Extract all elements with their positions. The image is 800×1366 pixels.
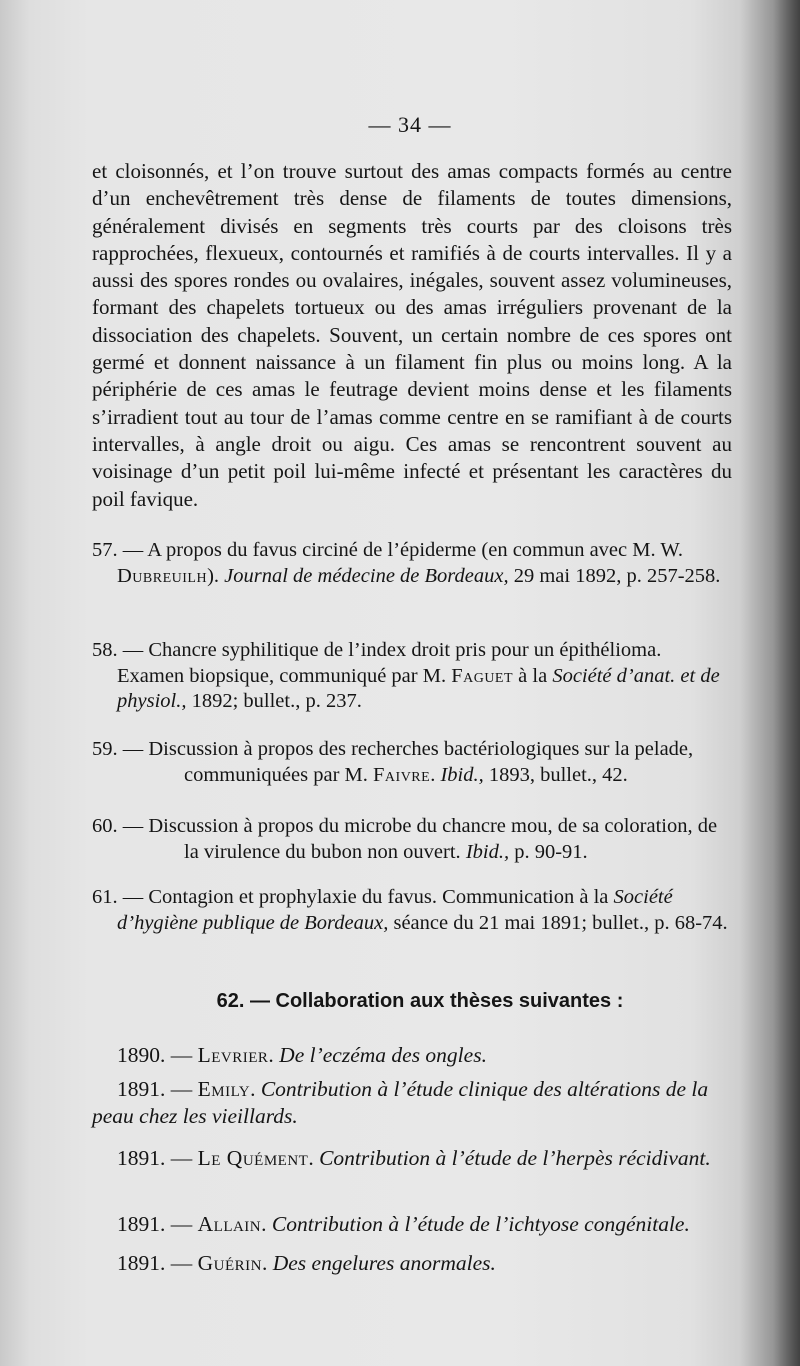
thesis-year: 1891. xyxy=(117,1251,166,1275)
thesis-entry: 1890. — Levrier. De l’eczéma des ongles. xyxy=(117,1043,487,1067)
thesis-title: Contribution à l’étude de l’ichtyose congénitale. xyxy=(271,1212,690,1236)
entry-text: ). xyxy=(207,564,225,587)
entry-text: 1892; bullet., p. 237. xyxy=(186,690,362,712)
thesis-author: Allain xyxy=(197,1212,262,1236)
entry-journal: Société d’hygiène publique de Bordeaux, xyxy=(117,886,673,934)
body-paragraph: et cloisonnés, et l’on trouve surtout des amas compacts formés au centre d’un enchevêtrement très dense de filaments de toutes dimensions, généralement divisés en segments très courts par des cloisons très rapprochées, flexueux, contournés et ramifiés à de courts intervalles. Il y a aussi des spores rondes ou ovalaires, inégales, souvent assez volumineuses, formant des chapelets tortueux ou des amas irréguliers provenant de la dissociation des chapelets. Souvent, un certain nombre de ces spores ont germé et donnent naissance à un filament fin plus ou moins long. A la périphérie de ces amas le feutrage devient moins dense et les filaments s’irradient tout au tour de l’amas comme centre en se ramifiant à de courts intervalles, à angle droit ou aigu. Ces amas se rencontrent souvent au voisinage d’un petit poil lui-même infecté et présentant les caractères du poil favique. xyxy=(92,159,732,511)
entry-text: p. 90-91. xyxy=(509,840,588,863)
thesis-author: Le Quément xyxy=(197,1146,309,1170)
entry-number: 57. — xyxy=(92,539,144,561)
entry-number: 58. — xyxy=(92,639,144,661)
thesis-dash: — xyxy=(165,1146,198,1170)
thesis-dash: — xyxy=(165,1251,198,1275)
thesis-year: 1891. xyxy=(117,1212,166,1236)
thesis-dash: — xyxy=(165,1043,198,1067)
entry-author: Dubreuilh xyxy=(117,564,208,587)
thesis-title: De l’eczéma des ongles. xyxy=(279,1043,487,1067)
entry-text: 1893, bullet., 42. xyxy=(483,763,628,786)
page-spine-shadow xyxy=(740,0,800,1366)
page-number: — 34 — xyxy=(368,112,452,137)
thesis-dash: — xyxy=(165,1212,198,1236)
bibliography-entry-61 xyxy=(92,885,732,936)
thesis-year: 1891. xyxy=(117,1146,166,1170)
entry-text: 29 mai 1892, p. 257-258. xyxy=(508,564,721,587)
thesis-entry: 1891. — Emily. Contribution à l’étude clinique des altérations de la peau chez les vieillards. xyxy=(92,1077,709,1128)
thesis-author: Emily xyxy=(197,1077,251,1101)
entry-text: séance du 21 mai 1891; bullet., p. 68-74. xyxy=(388,911,728,934)
entry-number: 60. — xyxy=(92,815,144,837)
entry-number: 59. — xyxy=(92,738,144,760)
thesis-title: Contribution à l’étude clinique des altérations de la peau chez les vieillards. xyxy=(92,1077,709,1128)
thesis-year: 1891. xyxy=(117,1077,166,1101)
entry-journal: Société d’anat. et de physiol., xyxy=(117,664,720,712)
entry-text: à la xyxy=(513,664,553,687)
bibliography-entry-60 xyxy=(92,814,732,865)
entry-text: Chancre syphilitique de l’index droit pris pour un épithélioma. Examen biopsique, communiqué par M. xyxy=(117,639,662,687)
entry-text: . xyxy=(430,763,441,786)
thesis-entry: 1891. — Allain. Contribution à l’étude de l’ichtyose congénitale. xyxy=(117,1212,690,1236)
bibliography-entry-59 xyxy=(92,737,732,788)
entry-author: Faivre xyxy=(373,763,431,786)
entry-text: Discussion à propos du microbe du chancre mou, de sa coloration, de la virulence du bubon non ouvert. xyxy=(148,815,718,863)
thesis-year: 1890. xyxy=(117,1043,166,1067)
entry-journal: Ibid., xyxy=(465,840,510,863)
thesis-entry: 1891. — Le Quément. Contribution à l’étude de l’herpès récidivant. xyxy=(117,1146,711,1170)
entry-text: Contagion et prophylaxie du favus. Communication à la xyxy=(148,886,614,908)
bibliography-entry-57 xyxy=(92,538,732,589)
entry-text: A propos du favus circiné de l’épiderme (en commun avec M. W. xyxy=(147,539,683,561)
thesis-entry: 1891. — Guérin. Des engelures anormales. xyxy=(117,1251,496,1275)
entry-number: 61. — xyxy=(92,886,144,908)
entry-journal: Ibid., xyxy=(440,763,484,786)
entry-text: Discussion à propos des recherches bactériologiques sur la pelade, communiquées par M. xyxy=(148,738,694,786)
thesis-dash: — xyxy=(165,1077,198,1101)
thesis-title: Contribution à l’étude de l’herpès récidivant. xyxy=(319,1146,711,1170)
entry-journal: Journal de médecine de Bordeaux, xyxy=(224,564,509,587)
bibliography-entry-58 xyxy=(92,638,732,715)
entry-author: Faguet xyxy=(451,664,514,687)
thesis-author: Levrier xyxy=(197,1043,269,1067)
thesis-title: Des engelures anormales. xyxy=(272,1251,496,1275)
thesis-author: Guérin xyxy=(197,1251,262,1275)
section-heading: 62. — Collaboration aux thèses suivantes : xyxy=(216,990,624,1012)
